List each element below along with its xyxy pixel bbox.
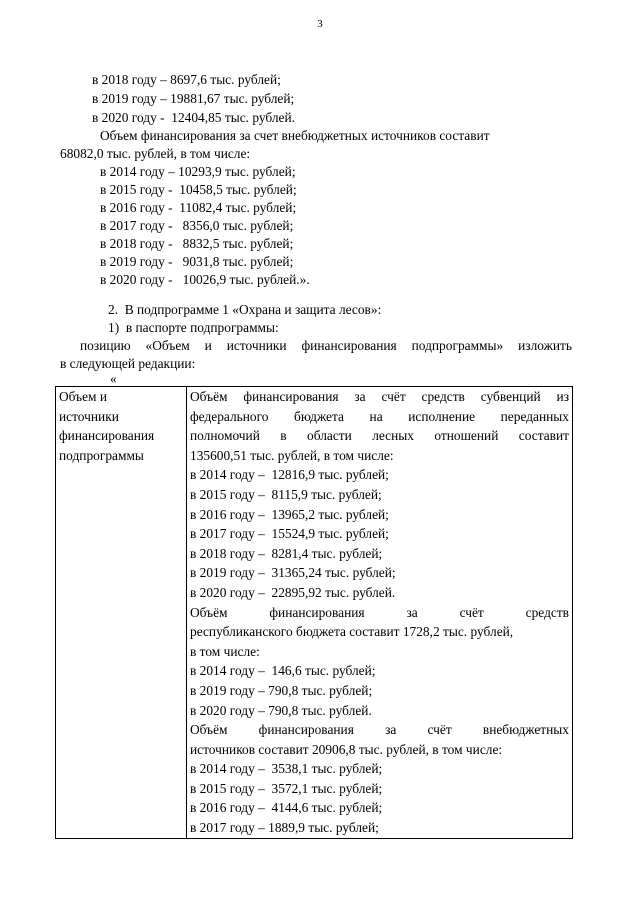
extrabudget-line-2015: в 2015 году - 10458,5 тыс. рублей; xyxy=(100,182,297,197)
extrabudget-line-2014: в 2014 году – 10293,9 тыс. рублей; xyxy=(100,164,296,179)
federal-year-line: в 2020 году – 22895,92 тыс. рублей. xyxy=(190,584,396,600)
funding-line-2018: в 2018 году – 8697,6 тыс. рублей; xyxy=(92,72,281,87)
item-2-1-heading: 1) в паспорте подпрограммы: xyxy=(108,320,279,335)
federal-year-line: в 2016 году – 13965,2 тыс. рублей; xyxy=(190,506,389,522)
extra-year-line: в 2015 году – 3572,1 тыс. рублей; xyxy=(190,780,383,796)
table-value-cell xyxy=(187,387,573,839)
federal-year-line: в 2018 году – 8281,4 тыс. рублей; xyxy=(190,545,383,561)
extrabudget-intro: Объем финансирования за счет внебюджетных источников составит xyxy=(100,128,490,143)
federal-text: Объём финансирования за счёт средств субвенций из xyxy=(190,389,569,404)
federal-text: федерального бюджета на исполнение переданных xyxy=(190,408,569,424)
label-line: Объем и xyxy=(59,389,108,404)
table-row xyxy=(56,387,573,839)
position-instruction-cont: в следующей редакции: xyxy=(60,356,196,371)
funding-line-2019: в 2019 году – 19881,67 тыс. рублей; xyxy=(92,91,295,106)
label-line: источники xyxy=(59,408,119,424)
federal-text: полномочий в области лесных отношений составит xyxy=(190,428,569,444)
extrabudget-intro-cont: 68082,0 тыс. рублей, в том числе: xyxy=(60,146,251,161)
item-2-heading: 2. В подпрограмме 1 «Охрана и защита лесов»: xyxy=(108,302,382,317)
federal-year-line: в 2017 году – 15524,9 тыс. рублей; xyxy=(190,526,389,542)
extrabudget-line-2020: в 2020 году - 10026,9 тыс. рублей.». xyxy=(100,272,310,287)
table-label-cell xyxy=(56,387,187,839)
financing-table xyxy=(55,386,573,839)
label-line: финансирования xyxy=(59,428,155,444)
republic-text: республиканского бюджета составит 1728,2 тыс. рублей, xyxy=(190,624,514,640)
extra-year-line: в 2017 году – 1889,9 тыс. рублей; xyxy=(190,820,379,836)
page-number: 3 xyxy=(317,18,323,30)
federal-year-line: в 2019 году – 31365,24 тыс. рублей; xyxy=(190,565,396,581)
extrabudget-line-2016: в 2016 году - 11082,4 тыс. рублей; xyxy=(100,200,297,215)
republic-year-line: в 2020 году – 790,8 тыс. рублей. xyxy=(190,702,372,718)
federal-year-line: в 2014 году – 12816,9 тыс. рублей; xyxy=(190,467,389,483)
quote-open: « xyxy=(110,371,117,386)
label-line: подпрограммы xyxy=(59,447,144,463)
extra-year-line: в 2016 году – 4144,6 тыс. рублей; xyxy=(190,800,383,816)
republic-text: в том числе: xyxy=(190,643,260,659)
federal-year-line: в 2015 году – 8115,9 тыс. рублей; xyxy=(190,486,382,502)
republic-text: Объём финансирования за счёт средств xyxy=(190,604,569,620)
extra-text: источников составит 20906,8 тыс. рублей, в том числе: xyxy=(190,741,503,757)
extrabudget-line-2017: в 2017 году - 8356,0 тыс. рублей; xyxy=(100,218,294,233)
extra-year-line: в 2014 году – 3538,1 тыс. рублей; xyxy=(190,761,383,777)
federal-text: 135600,51 тыс. рублей, в том числе: xyxy=(190,447,394,463)
republic-year-line: в 2019 году – 790,8 тыс. рублей; xyxy=(190,682,373,698)
extra-text: Объём финансирования за счёт внебюджетных xyxy=(190,722,569,738)
extrabudget-line-2018: в 2018 году - 8832,5 тыс. рублей; xyxy=(100,236,294,251)
republic-year-line: в 2014 году – 146,6 тыс. рублей; xyxy=(190,663,376,679)
funding-line-2020: в 2020 году - 12404,85 тыс. рублей. xyxy=(92,110,295,125)
position-instruction: позицию «Объем и источники финансирования подпрограммы» изложить xyxy=(80,338,572,353)
extrabudget-line-2019: в 2019 году - 9031,8 тыс. рублей; xyxy=(100,254,294,269)
